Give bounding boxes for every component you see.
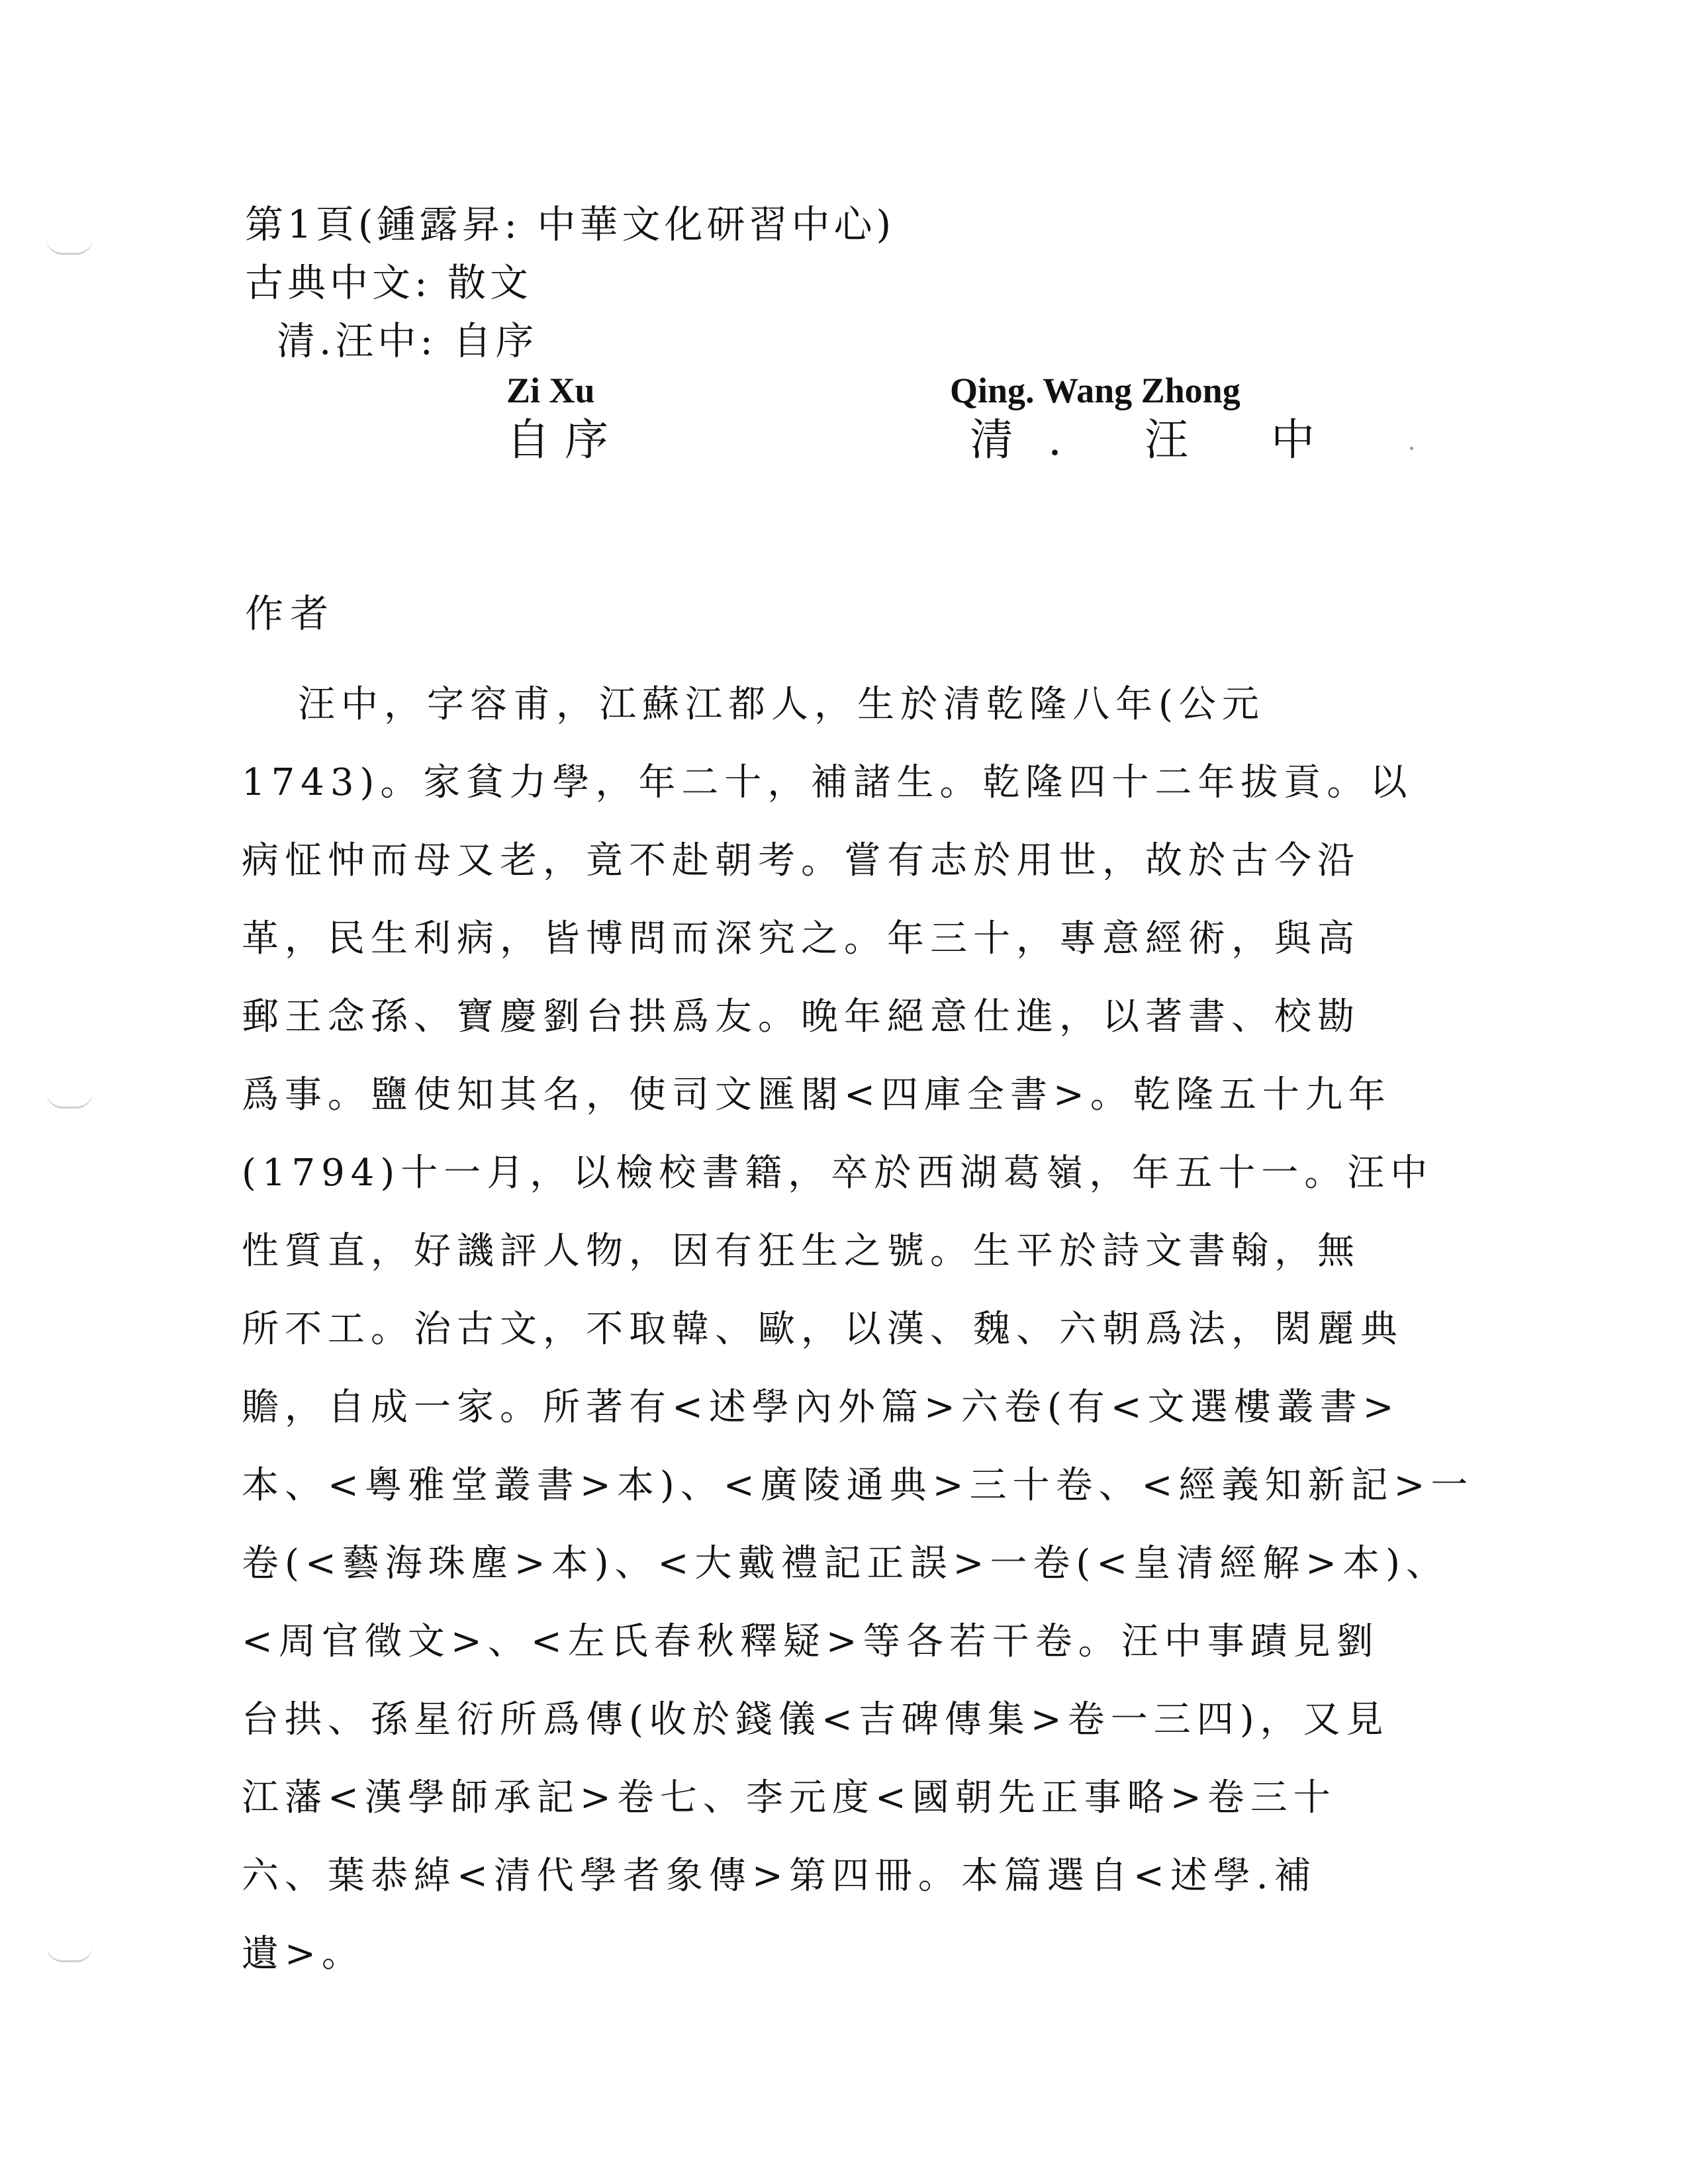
header-line-work: 清.汪中: 自序 bbox=[277, 318, 538, 363]
section-heading: 作者 bbox=[245, 591, 336, 636]
title-left bbox=[506, 371, 623, 470]
author-hanzi: 清. 汪 中 bbox=[970, 414, 1349, 465]
body-line: 所不工。治古文，不取韓、歐，以漢、魏、六朝爲法，閎麗典 bbox=[242, 1308, 1403, 1351]
body-line: 六、葉恭綽<清代學者象傳>第四冊。本篇選自<述學.補 bbox=[242, 1854, 1317, 1897]
body-line: 汪中，字容甫，江蘇江都人，生於清乾隆八年(公元 bbox=[298, 683, 1265, 726]
title-pinyin: Zi Xu bbox=[506, 371, 595, 410]
author-title bbox=[950, 371, 1349, 470]
punch-hole-mark bbox=[46, 1092, 93, 1109]
body-line: 卷(<藝海珠塵>本)、<大戴禮記正誤>一卷(<皇清經解>本)、 bbox=[242, 1542, 1449, 1585]
scan-speck bbox=[1410, 447, 1413, 450]
body-line: 病怔忡而母又老，竟不赴朝考。嘗有志於用世，故於古今沿 bbox=[242, 839, 1360, 882]
document-header bbox=[245, 195, 895, 370]
body-line: 本、<粵雅堂叢書>本)、<廣陵通典>三十卷、<經義知新記>一 bbox=[242, 1464, 1474, 1507]
body-line: (1794)十一月，以檢校書籍，卒於西湖葛嶺，年五十一。汪中 bbox=[242, 1152, 1434, 1195]
body-line: 1743)。家貧力學，年二十，補諸生。乾隆四十二年拔貢。以 bbox=[242, 761, 1413, 804]
body-line: 台拱、孫星衍所爲傳(收於錢儀<吉碑傳集>卷一三四)，又見 bbox=[242, 1698, 1389, 1741]
body-line: 性質直，好譏評人物，因有狂生之號。生平於詩文書翰，無 bbox=[242, 1230, 1360, 1273]
body-line: 爲事。鹽使知其名，使司文匯閣<四庫全書>。乾隆五十九年 bbox=[242, 1073, 1391, 1116]
body-line: 贍，自成一家。所著有<述學內外篇>六卷(有<文選樓叢書> bbox=[242, 1386, 1400, 1429]
header-line-page: 第1頁(鍾露昇: 中華文化研習中心) bbox=[245, 202, 896, 247]
title-hanzi: 自序 bbox=[506, 414, 623, 465]
body-line: 遺>。 bbox=[242, 1933, 365, 1976]
author-pinyin: Qing. Wang Zhong bbox=[950, 371, 1241, 410]
body-line: 革，民生利病，皆博問而深究之。年三十，專意經術，與高 bbox=[242, 917, 1360, 960]
header-line-category: 古典中文: 散文 bbox=[245, 260, 532, 305]
punch-hole-mark bbox=[46, 1946, 93, 1962]
body-paragraph bbox=[242, 675, 1474, 2003]
body-line: 郵王念孫、寶慶劉台拱爲友。晚年絕意仕進，以著書、校勘 bbox=[242, 995, 1360, 1038]
punch-hole-mark bbox=[46, 238, 93, 255]
body-line: 江藩<漢學師承記>卷七、李元度<國朝先正事略>卷三十 bbox=[242, 1776, 1336, 1819]
body-line: <周官徵文>、<左氏春秋釋疑>等各若干卷。汪中事蹟見劉 bbox=[242, 1620, 1380, 1663]
